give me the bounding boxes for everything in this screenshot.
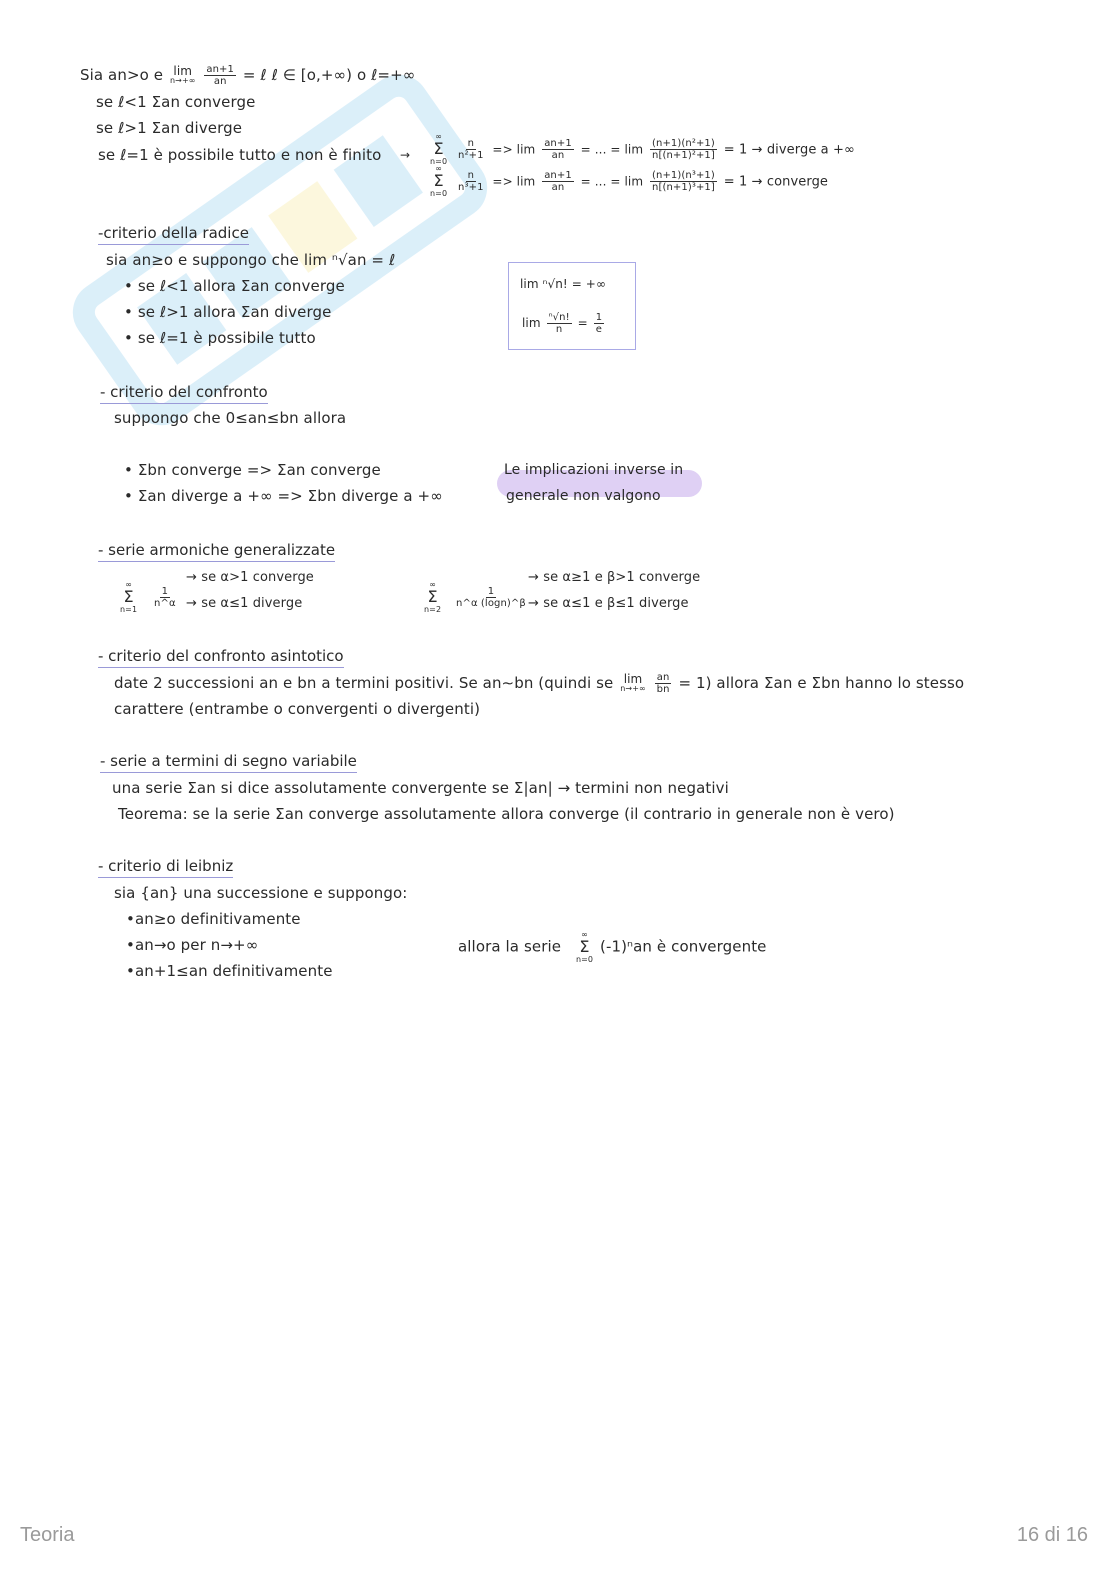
leibniz-bullet-1: •an≥o definitivamente (126, 910, 301, 928)
variable-line-2: Teorema: se la serie Σan converge assolutamente allora converge (il contrario in generale non è vero) (118, 805, 895, 823)
comparison-bullet-1: • Σbn converge => Σan converge (124, 461, 381, 479)
root-box-line-1: lim ⁿ√n! = +∞ (520, 277, 607, 291)
leibniz-intro: sia {an} una successione e suppongo: (114, 884, 408, 902)
harmonic-series-2: ∞ Σ n=2 $\frac{1}{n\^{}\alpha (\log n)\^{}\beta}$ (424, 580, 526, 614)
comparison-note-2: generale non valgono (506, 488, 661, 504)
section-title-leibniz: - criterio di leibniz (98, 856, 233, 878)
harmonic-s2-case-2: → se α≤1 e β≤1 diverge (528, 596, 689, 611)
ratio-case-eq: se ℓ=1 è possibile tutto e non è finito (98, 146, 382, 164)
comparison-note-1: Le implicazioni inverse in (504, 462, 684, 478)
arrow-icon: → (400, 148, 411, 162)
asymptotic-line-1: date 2 successioni an e bn a termini positivi. Se an∼bn (quindi se lim n→+∞ $\frac{an}{bn}$ = 1) allora Σan e Σbn hanno lo stesso (114, 671, 965, 695)
leibniz-bullet-2: •an→o per n→+∞ (126, 936, 259, 954)
root-bullet-2: • se ℓ>1 allora Σan diverge (124, 303, 332, 321)
ratio-example-2: ∞ Σ n=0 $\frac{n}{\text{n³+1}}$ => lim $\frac{an+1}{an}$ = ... = lim $\frac{\text{(n+1)(n³+1)}}{\text{n[(n+1)³+1]}}$ = 1 → converge (430, 164, 829, 198)
harmonic-s1-case-2: → se α≤1 diverge (186, 596, 303, 611)
section-title-harmonic: - serie armoniche generalizzate (98, 540, 335, 562)
asymptotic-line-2: carattere (entrambe o convergenti o divergenti) (114, 700, 481, 718)
section-title-variable: - serie a termini di segno variabile (100, 751, 357, 773)
ratio-intro: Sia an>o e lim n→+∞ $\frac{an+1}{an}$ = ℓ ℓ ∈ [o,+∞) o ℓ=+∞ (80, 63, 416, 87)
harmonic-series-1: ∞ Σ n=1 $\frac{1}{n\^{}\alpha}$ (120, 580, 176, 614)
harmonic-s1-case-1: → se α>1 converge (186, 570, 314, 585)
section-title-asymptotic: - criterio del confronto asintotico (98, 646, 344, 668)
ratio-case-lt: se ℓ<1 Σan converge (96, 93, 256, 111)
leibniz-conclusion: allora la serie ∞ Σ n=0 (-1)ⁿan è convergente (458, 930, 767, 964)
harmonic-s2-case-1: → se α≥1 e β>1 converge (528, 570, 701, 585)
variable-line-1: una serie Σan si dice assolutamente convergente se Σ|an| → termini non negativi (112, 779, 729, 797)
comparison-bullet-2: • Σan diverge a +∞ => Σbn diverge a +∞ (124, 487, 443, 505)
section-title-comparison: - criterio del confronto (100, 382, 268, 404)
root-intro: sia an≥o e suppongo che lim ⁿ√an = ℓ (106, 251, 396, 269)
footer-page-number: 16 di 16 (1016, 1524, 1088, 1546)
ratio-case-gt: se ℓ>1 Σan diverge (96, 119, 243, 137)
section-title-root: -criterio della radice (98, 223, 249, 245)
root-bullet-3: • se ℓ=1 è possibile tutto (124, 329, 316, 347)
ratio-example-1: ∞ Σ n=0 $\frac{n}{\text{n²+1}}$ => lim $\frac{an+1}{an}$ = ... = lim $\frac{\text{(n+1)(n²+1)}}{\text{n[(n+1)²+1]}}$ = 1 → diverge a +∞ (430, 132, 855, 166)
footer-section-label: Teoria (20, 1524, 75, 1546)
leibniz-bullet-3: •an+1≤an definitivamente (126, 962, 333, 980)
root-box-line-2: lim $\frac{\text{ⁿ√n!}}{n}$ = $\frac{1}{e}$ (522, 312, 603, 335)
comparison-intro: suppongo che 0≤an≤bn allora (114, 409, 347, 427)
root-bullet-1: • se ℓ<1 allora Σan converge (124, 277, 345, 295)
